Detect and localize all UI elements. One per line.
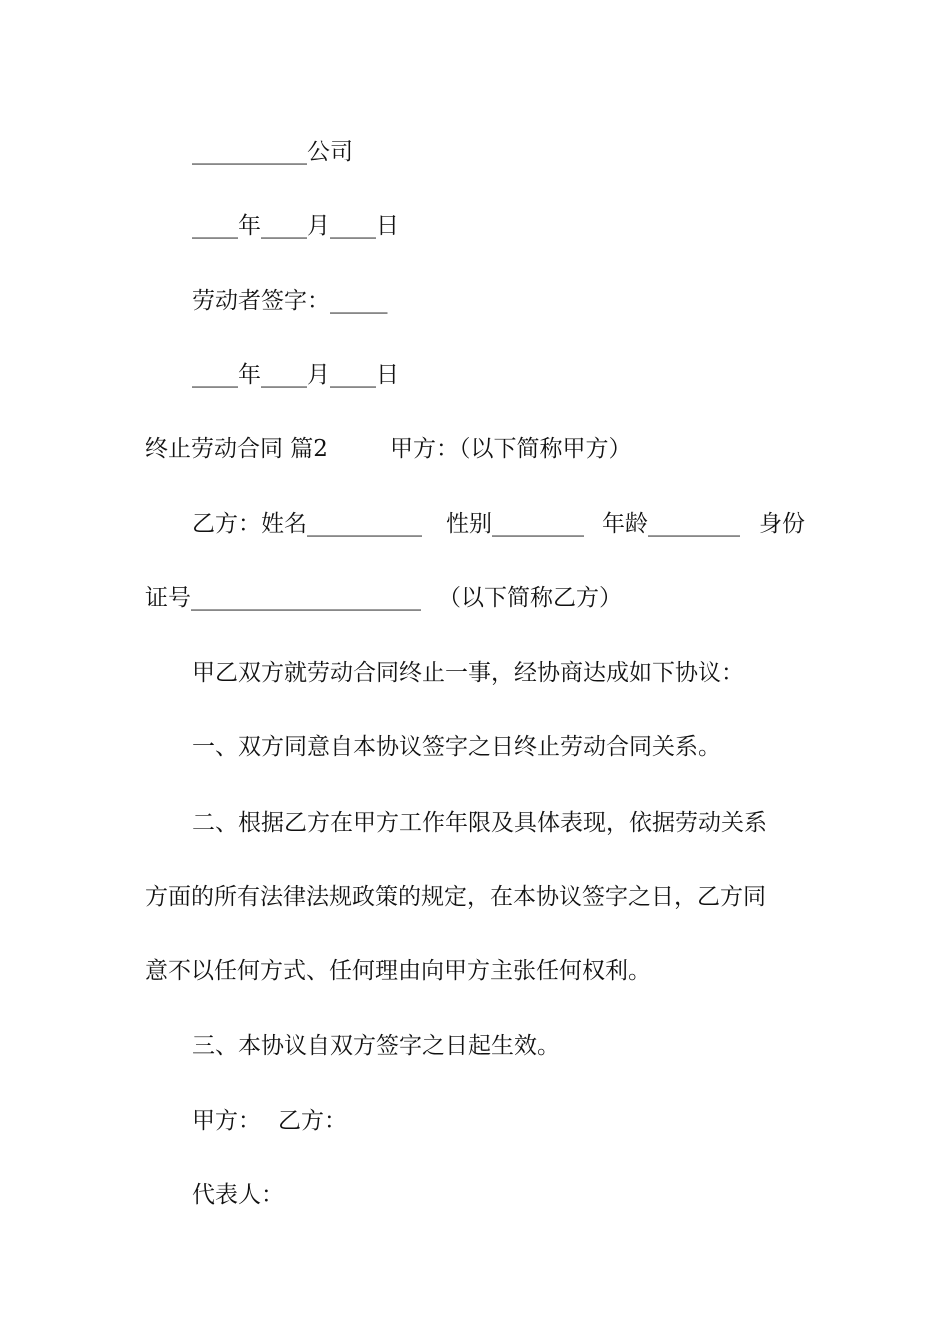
clause-2-line-1 (0, 803, 950, 843)
party-b-signature-label: 乙方： (278, 1108, 347, 1134)
clause-1 (0, 727, 950, 767)
clause-3 (0, 1026, 950, 1066)
clause-1-text: 一、双方同意自本协议签字之日终止劳动合同关系。 (192, 734, 721, 760)
company-line (0, 132, 950, 172)
date-text-2: ____年____月____日 (192, 362, 399, 388)
representative-label: 代表人： (192, 1182, 284, 1208)
clause-2-line-2 (0, 877, 950, 917)
intro-paragraph (0, 653, 950, 693)
section-title: 终止劳动合同 篇2 (145, 436, 328, 462)
intro-paragraph-text: 甲乙双方就劳动合同终止一事，经协商达成如下协议： (192, 660, 744, 686)
party-b-gender-field: 性别________ (446, 511, 584, 537)
party-b-id-field: 证号____________________ (145, 585, 421, 611)
date-text-1: ____年____月____日 (192, 213, 399, 239)
signatures-line (0, 1101, 950, 1141)
party-b-line-2 (0, 578, 950, 618)
party-a-signature-label: 甲方： (192, 1108, 261, 1134)
company-blank-text: __________公司 (192, 139, 353, 165)
date-line-2 (0, 355, 950, 395)
party-b-age-field: 年龄________ (602, 511, 740, 537)
party-b-short-name: （以下简称乙方） (438, 585, 622, 611)
party-a-intro: 甲方：（以下简称甲方） (390, 436, 632, 462)
party-b-name-field: 乙方：姓名__________ (192, 511, 422, 537)
representative-line (0, 1175, 950, 1215)
date-line-1 (0, 206, 950, 246)
section-title-line (0, 429, 950, 469)
party-b-id-label: 身份 (759, 511, 805, 537)
clause-2-text-1: 二、根据乙方在甲方工作年限及具体表现，依据劳动关系 (192, 810, 767, 836)
clause-3-text: 三、本协议自双方签字之日起生效。 (192, 1033, 560, 1059)
worker-signature-line (0, 281, 950, 321)
party-b-line-1 (0, 504, 950, 544)
clause-2-text-3: 意不以任何方式、任何理由向甲方主张任何权利。 (145, 958, 651, 984)
worker-signature-text: 劳动者签字：_____ (192, 288, 388, 314)
clause-2-line-3 (0, 951, 950, 991)
clause-2-text-2: 方面的所有法律法规政策的规定，在本协议签字之日，乙方同 (145, 884, 766, 910)
